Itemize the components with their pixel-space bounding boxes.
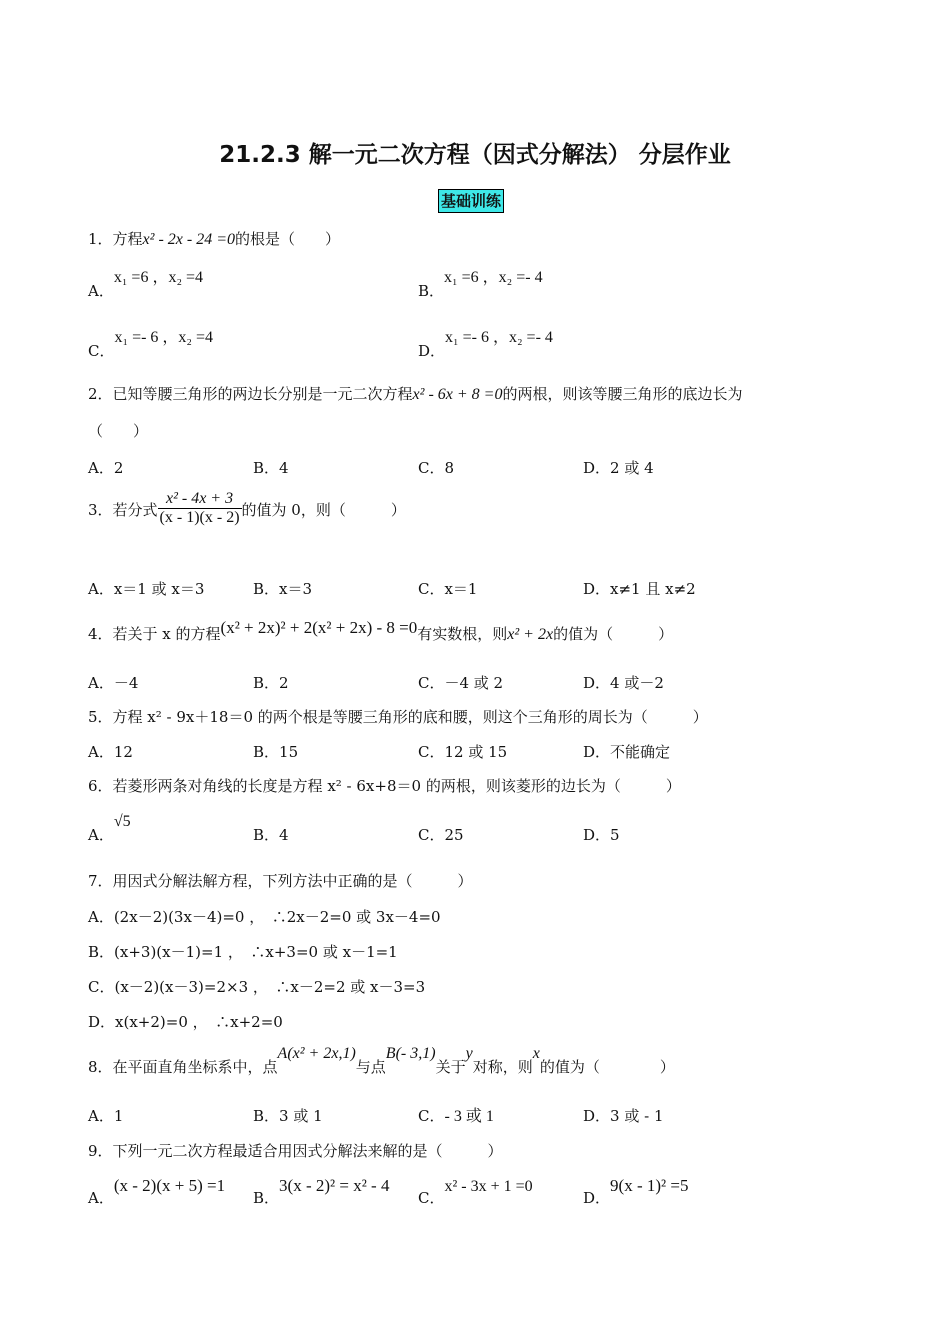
question-3: 3．若分式 $\frac{\text{x² - 4x + 3}}{(x - 1)(x - 2)}$ 的值为 0，则（ ） bbox=[88, 490, 406, 526]
page-title: 21.2.3 解一元二次方程（因式分解法） 分层作业 bbox=[219, 142, 731, 168]
q5-option-b[interactable]: B．15 bbox=[253, 743, 299, 761]
q4-option-d[interactable]: D．4 或－2 bbox=[583, 674, 664, 692]
q1-stem-post: 的根是（ ） bbox=[235, 230, 341, 248]
q1-option-b[interactable]: B．x₁ =6 ，x₂ =- 4 bbox=[418, 269, 543, 300]
q4-option-c[interactable]: C．－4 或 2 bbox=[418, 674, 504, 692]
q3-option-c[interactable]: C．x＝1 bbox=[418, 580, 478, 598]
question-1 bbox=[88, 228, 340, 249]
q1-equation: x² - 2x - 24 =0 bbox=[142, 231, 235, 248]
q3-option-a[interactable]: A．x＝1 或 x＝3 bbox=[88, 580, 205, 598]
q5-option-c[interactable]: C．12 或 15 bbox=[418, 743, 508, 761]
q8-point-b: B(- 3,1) bbox=[385, 1045, 436, 1062]
q1-stem-pre: 1．方程 bbox=[88, 230, 143, 248]
q6-option-a[interactable]: A．√5 bbox=[88, 813, 131, 844]
question-4: 4．若关于 x 的方程(x² + 2x)² + 2(x² + 2x) - 8 =0有实数根，则x² + 2x的值为（ ） bbox=[88, 618, 674, 643]
question-8: 8．在平面直角坐标系中，点A(x² + 2x,1)与点B(- 3,1)关于y对称，则x的值为（ ） bbox=[88, 1045, 675, 1076]
q8-option-d[interactable]: D．3 或 - 1 bbox=[583, 1107, 664, 1125]
question-9: 9．下列一元二次方程最适合用因式分解法来解的是（ ） bbox=[88, 1142, 503, 1160]
q4-equation: (x² + 2x)² + 2(x² + 2x) - 8 =0 bbox=[220, 618, 418, 637]
q8-point-a: A(x² + 2x,1) bbox=[277, 1045, 356, 1062]
q8-option-c[interactable]: C．- 3 或 1 bbox=[418, 1107, 494, 1125]
q1-option-a[interactable]: A．x₁ =6 ，x₂ =4 bbox=[88, 269, 204, 300]
q2-paren: （ ） bbox=[88, 422, 149, 440]
q6-option-d[interactable]: D．5 bbox=[583, 826, 620, 844]
q7-option-b[interactable]: B．(x+3)(x－1)=1 ， ∴x+3=0 或 x－1=1 bbox=[88, 943, 398, 961]
q5-option-a[interactable]: A．12 bbox=[88, 743, 133, 761]
question-5: 5．方程 x² - 9x＋18＝0 的两个根是等腰三角形的底和腰，则这个三角形的周长为（ ） bbox=[88, 708, 708, 726]
q9-option-d[interactable]: D．9(x - 1)² =5 bbox=[583, 1176, 689, 1207]
q3-fraction: $\frac{\text{x² - 4x + 3}}{(x - 1)(x - 2)}$ bbox=[159, 490, 240, 526]
q2-option-d[interactable]: D．2 或 4 bbox=[583, 459, 654, 477]
q6-option-b[interactable]: B．4 bbox=[253, 826, 289, 844]
q9-option-a[interactable]: A．(x - 2)(x + 5) =1 bbox=[88, 1176, 226, 1207]
q5-option-d[interactable]: D．不能确定 bbox=[583, 743, 671, 761]
q2-equation: x² - 6x + 8 =0 bbox=[412, 386, 503, 403]
q3-option-b[interactable]: B．x＝3 bbox=[253, 580, 313, 598]
question-6: 6．若菱形两条对角线的长度是方程 x² - 6x+8＝0 的两根，则该菱形的边长为（ ） bbox=[88, 777, 681, 795]
section-label: 基础训练 bbox=[438, 189, 504, 213]
q9-option-b[interactable]: B．3(x - 2)² = x² - 4 bbox=[253, 1176, 390, 1207]
sqrt-5: √5 bbox=[113, 813, 131, 830]
q3-option-d[interactable]: D．x≠1 且 x≠2 bbox=[583, 580, 696, 598]
q7-option-a[interactable]: A．(2x－2)(3x－4)=0 ， ∴2x－2=0 或 3x－4=0 bbox=[88, 908, 441, 926]
q7-option-c[interactable]: C．(x－2)(x－3)=2×3 ， ∴x－2=2 或 x－3=3 bbox=[88, 978, 426, 996]
q8-option-b[interactable]: B．3 或 1 bbox=[253, 1107, 323, 1125]
q4-option-b[interactable]: B．2 bbox=[253, 674, 289, 692]
q8-option-a[interactable]: A．1 bbox=[88, 1107, 124, 1125]
q4-option-a[interactable]: A．－4 bbox=[88, 674, 139, 692]
q1-option-c[interactable]: C．x₁ =- 6 ，x₂ =4 bbox=[88, 329, 214, 360]
q2-option-a[interactable]: A．2 bbox=[88, 459, 124, 477]
q6-option-c[interactable]: C．25 bbox=[418, 826, 464, 844]
q2-option-c[interactable]: C．8 bbox=[418, 459, 455, 477]
q7-option-d[interactable]: D．x(x+2)=0 ， ∴x+2=0 bbox=[88, 1013, 283, 1031]
q9-option-c[interactable]: C．x² - 3x + 1 =0 bbox=[418, 1178, 533, 1207]
q2-option-b[interactable]: B．4 bbox=[253, 459, 289, 477]
question-7: 7．用因式分解法解方程，下列方法中正确的是（ ） bbox=[88, 872, 473, 890]
question-2: 2．已知等腰三角形的两边长分别是一元二次方程x² - 6x + 8 =0的两根，则该等腰三角形的底边长为 bbox=[88, 385, 743, 403]
q1-option-d[interactable]: D．x₁ =- 6 ，x₂ =- 4 bbox=[418, 329, 553, 360]
